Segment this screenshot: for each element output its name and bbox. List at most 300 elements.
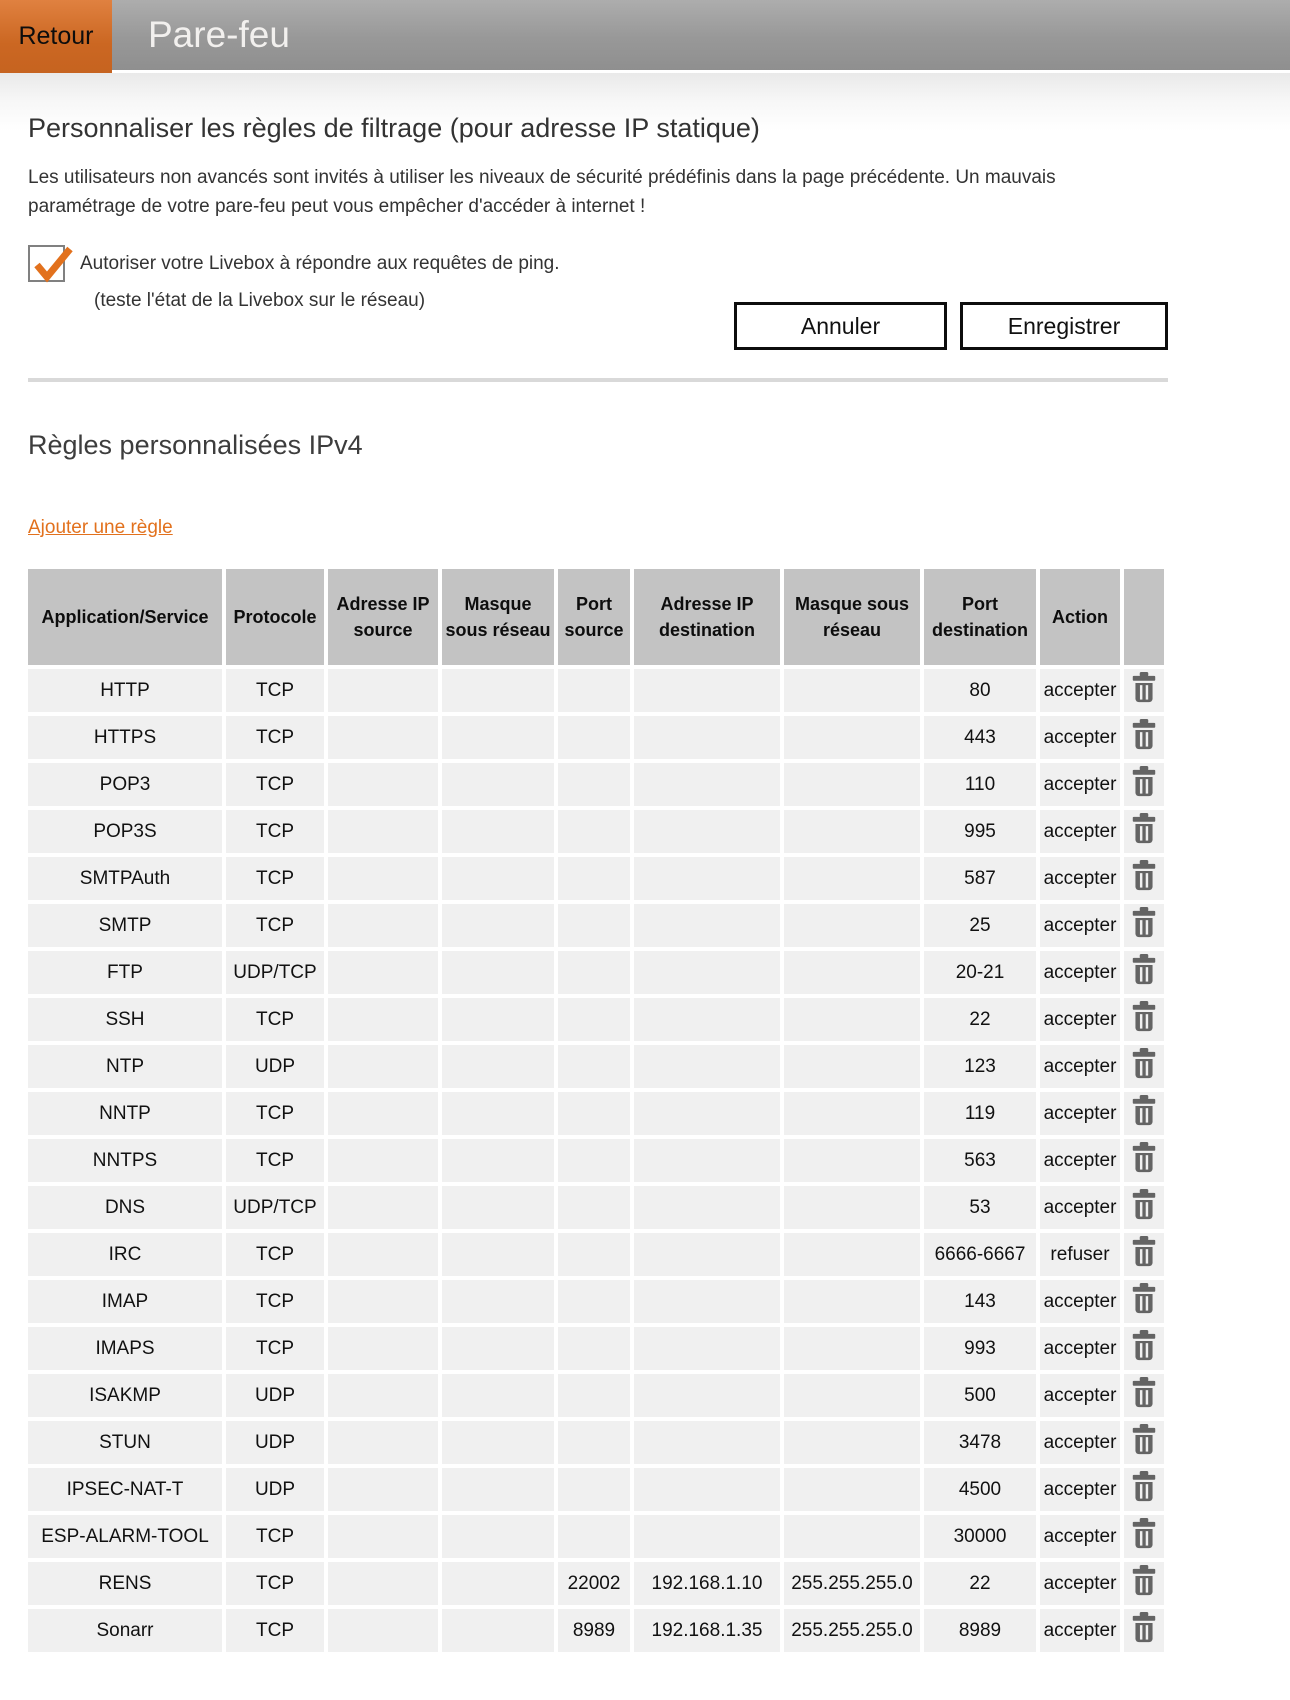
trash-icon [1131, 1142, 1157, 1173]
cell-mask-destination [784, 1186, 920, 1229]
column-header-0: Application/Service [28, 569, 222, 665]
cell-ip-destination [634, 951, 780, 994]
trash-icon [1131, 1377, 1157, 1408]
cell-mask-destination [784, 904, 920, 947]
cell-mask-destination [784, 810, 920, 853]
cell-ip-destination [634, 1515, 780, 1558]
cell-ip-source [328, 763, 438, 806]
cell-action: accepter [1040, 763, 1120, 806]
cell-application: Sonarr [28, 1609, 222, 1652]
cell-protocol: TCP [226, 1609, 324, 1652]
cell-mask-source [442, 1468, 554, 1511]
cell-port-destination: 3478 [924, 1421, 1036, 1464]
cell-protocol: TCP [226, 716, 324, 759]
cell-action: accepter [1040, 1421, 1120, 1464]
cell-mask-destination [784, 951, 920, 994]
cell-application: ESP-ALARM-TOOL [28, 1515, 222, 1558]
table-row [28, 763, 1164, 806]
cell-port-destination: 53 [924, 1186, 1036, 1229]
cell-protocol: TCP [226, 1515, 324, 1558]
table-row [28, 810, 1164, 853]
trash-icon [1131, 672, 1157, 703]
cell-mask-destination [784, 998, 920, 1041]
cell-ip-destination [634, 1468, 780, 1511]
cell-ip-source [328, 1562, 438, 1605]
cell-mask-destination [784, 1421, 920, 1464]
cell-port-destination: 80 [924, 669, 1036, 712]
cell-ip-source [328, 1186, 438, 1229]
cell-mask-destination [784, 1468, 920, 1511]
cell-port-source [558, 1186, 630, 1229]
cell-mask-source [442, 716, 554, 759]
table-row [28, 857, 1164, 900]
cell-port-source [558, 1045, 630, 1088]
delete-rule-button[interactable] [1131, 1565, 1157, 1596]
cell-delete [1124, 1233, 1164, 1276]
cell-action: accepter [1040, 716, 1120, 759]
trash-icon [1131, 766, 1157, 797]
save-button[interactable]: Enregistrer [960, 302, 1168, 350]
cell-ip-source [328, 1374, 438, 1417]
cell-action: accepter [1040, 1092, 1120, 1135]
cell-protocol: UDP [226, 1374, 324, 1417]
trash-icon [1131, 954, 1157, 985]
cell-protocol: TCP [226, 1280, 324, 1323]
cell-ip-destination [634, 1280, 780, 1323]
cell-delete [1124, 1421, 1164, 1464]
column-header-5: Adresse IP destination [634, 569, 780, 665]
cell-action: refuser [1040, 1233, 1120, 1276]
cell-mask-source [442, 1327, 554, 1370]
cell-delete [1124, 1374, 1164, 1417]
table-row [28, 1421, 1164, 1464]
cell-action: accepter [1040, 1609, 1120, 1652]
cell-action: accepter [1040, 1468, 1120, 1511]
cell-mask-source [442, 951, 554, 994]
table-row [28, 951, 1164, 994]
cell-action: accepter [1040, 904, 1120, 947]
delete-rule-button[interactable] [1131, 766, 1157, 797]
trash-icon [1131, 1001, 1157, 1032]
column-header-3: Masque sous réseau [442, 569, 554, 665]
cell-port-destination: 20-21 [924, 951, 1036, 994]
column-header-1: Protocole [226, 569, 324, 665]
cell-mask-source [442, 1421, 554, 1464]
cell-ip-destination [634, 904, 780, 947]
cell-port-source [558, 763, 630, 806]
cell-action: accepter [1040, 1139, 1120, 1182]
delete-rule-button[interactable] [1131, 1471, 1157, 1502]
cell-delete [1124, 951, 1164, 994]
cell-port-destination: 995 [924, 810, 1036, 853]
cell-protocol: TCP [226, 1562, 324, 1605]
cell-protocol: TCP [226, 1092, 324, 1135]
cell-mask-destination [784, 1045, 920, 1088]
cell-application: NNTPS [28, 1139, 222, 1182]
cell-application: NNTP [28, 1092, 222, 1135]
delete-rule-button[interactable] [1131, 813, 1157, 844]
cell-port-destination: 110 [924, 763, 1036, 806]
page-title: Personnaliser les règles de filtrage (pour adresse IP statique) [28, 113, 760, 143]
column-header-4: Port source [558, 569, 630, 665]
cell-application: IMAP [28, 1280, 222, 1323]
cell-delete [1124, 1186, 1164, 1229]
cell-protocol: UDP [226, 1468, 324, 1511]
cell-mask-source [442, 904, 554, 947]
cell-action: accepter [1040, 951, 1120, 994]
cell-mask-source [442, 857, 554, 900]
cell-delete [1124, 763, 1164, 806]
table-header-row [28, 569, 1164, 665]
trash-icon [1131, 1518, 1157, 1549]
trash-icon [1131, 860, 1157, 891]
cell-mask-source [442, 1045, 554, 1088]
rules-table [24, 565, 1168, 1656]
main-content [0, 73, 1290, 1656]
back-button[interactable]: Retour [0, 0, 112, 73]
cell-mask-source [442, 1186, 554, 1229]
cell-application: POP3S [28, 810, 222, 853]
trash-icon [1131, 1236, 1157, 1267]
cell-application: ISAKMP [28, 1374, 222, 1417]
cell-port-source [558, 1139, 630, 1182]
cell-ip-source [328, 1515, 438, 1558]
cell-protocol: TCP [226, 904, 324, 947]
rules-section-title: Règles personnalisées IPv4 [28, 430, 363, 460]
cell-ip-source [328, 669, 438, 712]
cell-mask-destination: 255.255.255.0 [784, 1562, 920, 1605]
cell-port-source [558, 810, 630, 853]
table-row [28, 1515, 1164, 1558]
cell-protocol: TCP [226, 763, 324, 806]
cell-port-source [558, 1421, 630, 1464]
cell-port-source [558, 1515, 630, 1558]
cell-ip-source [328, 1421, 438, 1464]
cell-ip-destination [634, 1092, 780, 1135]
cell-mask-destination [784, 1139, 920, 1182]
cell-port-destination: 22 [924, 1562, 1036, 1605]
cell-application: SMTPAuth [28, 857, 222, 900]
delete-rule-button[interactable] [1131, 1048, 1157, 1079]
cell-application: POP3 [28, 763, 222, 806]
cell-ip-source [328, 716, 438, 759]
cell-port-destination: 22 [924, 998, 1036, 1041]
cell-protocol: TCP [226, 1327, 324, 1370]
cell-mask-destination [784, 1327, 920, 1370]
cell-port-source [558, 1280, 630, 1323]
cell-delete [1124, 1139, 1164, 1182]
cell-port-source [558, 1233, 630, 1276]
cell-protocol: TCP [226, 857, 324, 900]
cell-mask-source [442, 810, 554, 853]
cell-delete [1124, 857, 1164, 900]
cell-action: accepter [1040, 1562, 1120, 1605]
cell-ip-destination [634, 1045, 780, 1088]
cell-protocol: UDP [226, 1421, 324, 1464]
delete-rule-button[interactable] [1131, 1142, 1157, 1173]
section-divider [28, 378, 1168, 382]
table-row [28, 669, 1164, 712]
cell-application: IMAPS [28, 1327, 222, 1370]
delete-rule-button[interactable] [1131, 1612, 1157, 1643]
trash-icon [1131, 1471, 1157, 1502]
table-row [28, 1186, 1164, 1229]
cell-ip-source [328, 904, 438, 947]
cell-port-source [558, 857, 630, 900]
cell-port-destination: 30000 [924, 1515, 1036, 1558]
cell-application: SMTP [28, 904, 222, 947]
table-row [28, 1045, 1164, 1088]
cell-mask-destination [784, 1233, 920, 1276]
cell-ip-source [328, 810, 438, 853]
cell-port-source: 8989 [558, 1609, 630, 1652]
cell-action: accepter [1040, 1327, 1120, 1370]
table-row [28, 1374, 1164, 1417]
cell-delete [1124, 998, 1164, 1041]
cell-protocol: TCP [226, 669, 324, 712]
cell-protocol: TCP [226, 1139, 324, 1182]
ping-checkbox[interactable] [28, 245, 65, 282]
cell-port-destination: 4500 [924, 1468, 1036, 1511]
cell-ip-destination [634, 1421, 780, 1464]
cell-delete [1124, 1280, 1164, 1323]
cell-mask-source [442, 1139, 554, 1182]
cell-ip-destination [634, 763, 780, 806]
cell-delete [1124, 1562, 1164, 1605]
column-header-8: Action [1040, 569, 1120, 665]
cell-delete [1124, 1515, 1164, 1558]
cell-port-destination: 8989 [924, 1609, 1036, 1652]
cell-action: accepter [1040, 669, 1120, 712]
cell-port-source [558, 998, 630, 1041]
cell-ip-source [328, 998, 438, 1041]
ping-checkbox-label: Autoriser votre Livebox à répondre aux requêtes de ping. [80, 252, 560, 274]
cell-ip-source [328, 1609, 438, 1652]
cell-port-destination: 6666-6667 [924, 1233, 1036, 1276]
cell-ip-destination [634, 1139, 780, 1182]
cell-ip-source [328, 1045, 438, 1088]
cell-port-source [558, 904, 630, 947]
cell-ip-source [328, 1139, 438, 1182]
cell-ip-source [328, 1092, 438, 1135]
cell-mask-source [442, 1092, 554, 1135]
cell-application: RENS [28, 1562, 222, 1605]
cell-port-source [558, 1374, 630, 1417]
cell-action: accepter [1040, 810, 1120, 853]
cell-delete [1124, 904, 1164, 947]
cell-ip-source [328, 1468, 438, 1511]
cell-port-source [558, 716, 630, 759]
cell-mask-source [442, 1515, 554, 1558]
trash-icon [1131, 1424, 1157, 1455]
trash-icon [1131, 1612, 1157, 1643]
cell-action: accepter [1040, 1515, 1120, 1558]
cell-ip-destination [634, 1327, 780, 1370]
trash-icon [1131, 1048, 1157, 1079]
cell-ip-destination [634, 716, 780, 759]
add-rule-link[interactable]: Ajouter une règle [28, 517, 173, 538]
cancel-button[interactable]: Annuler [734, 302, 947, 350]
ping-checkbox-sublabel: (teste l'état de la Livebox sur le réseau) [94, 290, 426, 311]
cell-mask-destination [784, 763, 920, 806]
cell-port-destination: 119 [924, 1092, 1036, 1135]
cell-mask-source [442, 1374, 554, 1417]
cell-ip-destination [634, 998, 780, 1041]
cell-port-source [558, 1468, 630, 1511]
cell-mask-source [442, 1562, 554, 1605]
delete-rule-button[interactable] [1131, 1330, 1157, 1361]
cell-ip-destination [634, 669, 780, 712]
table-row [28, 1327, 1164, 1370]
cell-port-source: 22002 [558, 1562, 630, 1605]
cell-action: accepter [1040, 1045, 1120, 1088]
table-row [28, 1280, 1164, 1323]
cell-ip-source [328, 857, 438, 900]
delete-rule-button[interactable] [1131, 907, 1157, 938]
cell-ip-destination: 192.168.1.10 [634, 1562, 780, 1605]
delete-rule-button[interactable] [1131, 672, 1157, 703]
delete-rule-button[interactable] [1131, 1424, 1157, 1455]
cell-application: HTTP [28, 669, 222, 712]
cell-port-source [558, 951, 630, 994]
page-header-title: Pare-feu [112, 0, 1290, 70]
table-row [28, 1233, 1164, 1276]
cell-delete [1124, 1609, 1164, 1652]
cell-mask-destination [784, 1515, 920, 1558]
trash-icon [1131, 907, 1157, 938]
cell-delete [1124, 810, 1164, 853]
cell-action: accepter [1040, 1186, 1120, 1229]
delete-rule-button[interactable] [1131, 860, 1157, 891]
cell-port-destination: 25 [924, 904, 1036, 947]
cell-ip-destination [634, 1233, 780, 1276]
cell-delete [1124, 1468, 1164, 1511]
cell-application: DNS [28, 1186, 222, 1229]
cell-ip-source [328, 1327, 438, 1370]
cell-action: accepter [1040, 1280, 1120, 1323]
warning-text: Les utilisateurs non avancés sont invités à utiliser les niveaux de sécurité prédéfinis dans la page précédente. Un mauvais paramétrage de votre pare-feu peut vous empêcher d'accéder à internet ! [28, 167, 1056, 217]
cell-port-destination: 993 [924, 1327, 1036, 1370]
cell-mask-destination [784, 716, 920, 759]
cell-ip-source [328, 1280, 438, 1323]
cell-port-destination: 500 [924, 1374, 1036, 1417]
cell-port-destination: 123 [924, 1045, 1036, 1088]
delete-rule-button[interactable] [1131, 1377, 1157, 1408]
trash-icon [1131, 1095, 1157, 1126]
checkmark-icon [32, 244, 74, 286]
table-row [28, 1468, 1164, 1511]
column-header-6: Masque sous réseau [784, 569, 920, 665]
column-header-2: Adresse IP source [328, 569, 438, 665]
column-header-delete [1124, 569, 1164, 665]
cell-mask-source [442, 669, 554, 712]
cell-mask-destination: 255.255.255.0 [784, 1609, 920, 1652]
cell-ip-destination [634, 1374, 780, 1417]
table-row [28, 998, 1164, 1041]
trash-icon [1131, 719, 1157, 750]
cell-protocol: TCP [226, 998, 324, 1041]
cell-application: IPSEC-NAT-T [28, 1468, 222, 1511]
delete-rule-button[interactable] [1131, 1236, 1157, 1267]
table-row [28, 1139, 1164, 1182]
table-row [28, 1609, 1164, 1652]
cell-port-destination: 563 [924, 1139, 1036, 1182]
cell-delete [1124, 1045, 1164, 1088]
cell-ip-destination: 192.168.1.35 [634, 1609, 780, 1652]
cell-port-destination: 587 [924, 857, 1036, 900]
cell-port-source [558, 1092, 630, 1135]
cell-delete [1124, 669, 1164, 712]
cell-port-destination: 143 [924, 1280, 1036, 1323]
delete-rule-button[interactable] [1131, 1095, 1157, 1126]
delete-rule-button[interactable] [1131, 954, 1157, 985]
delete-rule-button[interactable] [1131, 1189, 1157, 1220]
cell-ip-destination [634, 1186, 780, 1229]
cell-ip-source [328, 951, 438, 994]
cell-ip-destination [634, 810, 780, 853]
cell-ip-destination [634, 857, 780, 900]
cell-mask-destination [784, 1280, 920, 1323]
cell-delete [1124, 1092, 1164, 1135]
trash-icon [1131, 1283, 1157, 1314]
cell-port-destination: 443 [924, 716, 1036, 759]
cell-protocol: UDP/TCP [226, 1186, 324, 1229]
cell-mask-source [442, 998, 554, 1041]
cell-mask-source [442, 1609, 554, 1652]
delete-rule-button[interactable] [1131, 1518, 1157, 1549]
cell-action: accepter [1040, 998, 1120, 1041]
cell-application: STUN [28, 1421, 222, 1464]
cell-protocol: TCP [226, 1233, 324, 1276]
cell-delete [1124, 1327, 1164, 1370]
column-header-7: Port destination [924, 569, 1036, 665]
cell-mask-destination [784, 857, 920, 900]
cell-application: NTP [28, 1045, 222, 1088]
cell-mask-source [442, 1233, 554, 1276]
cell-application: HTTPS [28, 716, 222, 759]
table-row [28, 1092, 1164, 1135]
table-row [28, 716, 1164, 759]
cell-mask-destination [784, 669, 920, 712]
delete-rule-button[interactable] [1131, 1001, 1157, 1032]
cell-protocol: TCP [226, 810, 324, 853]
cell-ip-source [328, 1233, 438, 1276]
table-row [28, 904, 1164, 947]
cell-application: IRC [28, 1233, 222, 1276]
delete-rule-button[interactable] [1131, 1283, 1157, 1314]
ping-checkbox-row [28, 245, 1168, 282]
trash-icon [1131, 1189, 1157, 1220]
cell-delete [1124, 716, 1164, 759]
cell-protocol: UDP [226, 1045, 324, 1088]
header-bar [0, 0, 1290, 73]
cell-mask-destination [784, 1374, 920, 1417]
cell-application: FTP [28, 951, 222, 994]
cell-action: accepter [1040, 857, 1120, 900]
cell-port-source [558, 1327, 630, 1370]
cell-action: accepter [1040, 1374, 1120, 1417]
cell-port-source [558, 669, 630, 712]
cell-mask-source [442, 763, 554, 806]
cell-application: SSH [28, 998, 222, 1041]
trash-icon [1131, 1330, 1157, 1361]
cell-mask-source [442, 1280, 554, 1323]
trash-icon [1131, 813, 1157, 844]
delete-rule-button[interactable] [1131, 719, 1157, 750]
table-body [28, 669, 1164, 1652]
cell-protocol: UDP/TCP [226, 951, 324, 994]
cell-mask-destination [784, 1092, 920, 1135]
